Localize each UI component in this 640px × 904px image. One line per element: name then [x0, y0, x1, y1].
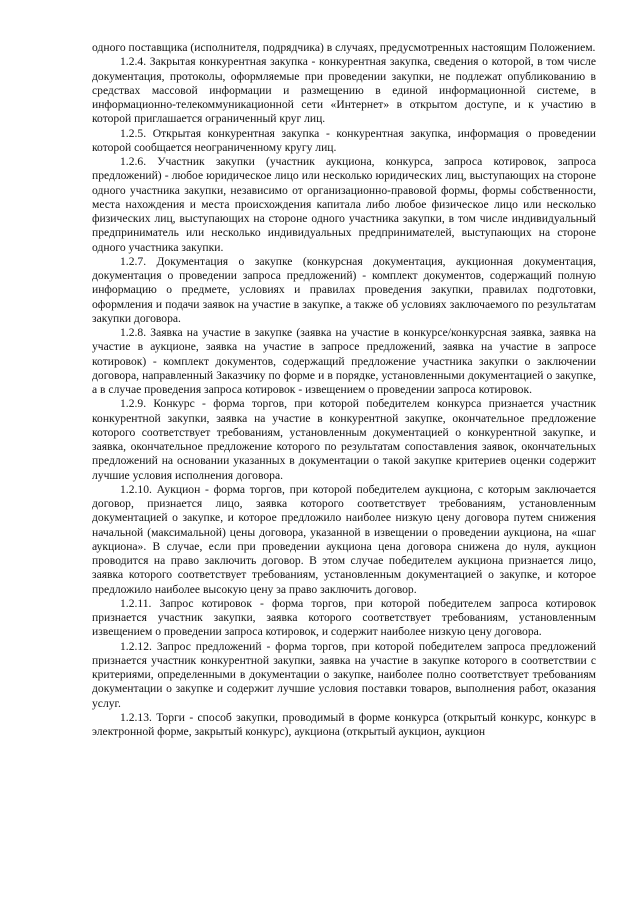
paragraph-1-2-6: 1.2.6. Участник закупки (участник аукциона, конкурса, запроса котировок, запроса предложений) - любое юридическое лицо или несколько юридических лиц, выступающих на стороне одного участника закупки, независимо от организационно-правовой формы, формы собственности, места нахождения и места происхождения капитала либо любое физическое лицо или несколько физических лиц, выступающих на стороне одного участника закупки, в том числе индивидуальный предприниматель или несколько индивидуальных предпринимателей, выступающих на стороне одного участника закупки.: [92, 155, 596, 254]
paragraph-continuation: одного поставщика (исполнителя, подрядчика) в случаях, предусмотренных настоящим Положением.: [92, 41, 596, 54]
document-page: [92, 41, 596, 739]
paragraph-1-2-10: 1.2.10. Аукцион - форма торгов, при которой победителем аукциона, с которым заключается договор, признается лицо, заявка которого соответствует требованиям, установленным документацией о закупке, и которое предложило наиболее низкую цену договора путем снижения начальной (максимальной) цены договора, указанной в извещении о проведении аукциона, на «шаг аукциона». В случае, если при проведении аукциона цена договора снижена до нуля, аукцион проводится на право заключить договор. В этом случае победителем аукциона признается лицо, заявка которого соответствует требованиям, установленным документацией о закупке, и которое предложило наиболее высокую цену за право заключить договор.: [92, 482, 596, 596]
paragraph-1-2-4: 1.2.4. Закрытая конкурентная закупка - конкурентная закупка, сведения о которой, в том числе документация, протоколы, оформляемые при проведении закупки, не подлежат опубликованию в средствах массовой информации и размещению в единой информационной системе, в информационно-телекоммуникационной сети «Интернет» в открытом доступе, и к участию в которой приглашается ограниченный круг лиц.: [92, 55, 596, 126]
paragraph-1-2-8: 1.2.8. Заявка на участие в закупке (заявка на участие в конкурсе/конкурсная заявка, заявка на участие в аукционе, заявка на участие в запросе предложений, заявка на участие в запросе котировок) - комплект документов, содержащий предложение участника закупки о заключении договора, направленный Заказчику по форме и в порядке, установленными документацией о закупке, а в случае проведения запроса котировок - извещением о проведении запроса котировок.: [92, 326, 596, 396]
paragraph-1-2-7: 1.2.7. Документация о закупке (конкурсная документация, аукционная документация, документация о проведении запроса предложений) - комплект документов, содержащий полную информацию о предмете, условиях и правилах проведения закупки, правилах подготовки, оформления и подачи заявок на участие в закупке, а также об условиях заключаемого по результатам закупки договора.: [92, 254, 596, 325]
paragraph-1-2-9: 1.2.9. Конкурс - форма торгов, при которой победителем конкурса признается участник конкурентной закупки, заявка на участие в конкурентной закупке, окончательное предложение которого соответствует требованиям, установленным документацией о конкурентной закупке, и заявка, окончательное предложение которого по результатам сопоставления заявок, окончательных предложений на основании указанных в документации о такой закупке критериев оценки содержит лучшие условия исполнения договора.: [92, 397, 596, 482]
paragraph-1-2-12: 1.2.12. Запрос предложений - форма торгов, при которой победителем запроса предложений признается участник конкурентной закупки, заявка на участие в закупке которого в соответствии с критериями, определенными в документации о закупке, наиболее полно соответствует требованиям документации о закупке и содержит лучшие условия поставки товаров, выполнения работ, оказания услуг.: [92, 639, 596, 710]
paragraph-1-2-11: 1.2.11. Запрос котировок - форма торгов, при которой победителем запроса котировок признается участник закупки, заявка которого соответствует требованиям, установленным извещением о проведении запроса котировок, и содержит наиболее низкую цену договора.: [92, 596, 596, 639]
paragraph-1-2-5: 1.2.5. Открытая конкурентная закупка - конкурентная закупка, информация о проведении которой сообщается неограниченному кругу лиц.: [92, 126, 596, 154]
paragraph-1-2-13: 1.2.13. Торги - способ закупки, проводимый в форме конкурса (открытый конкурс, конкурс в электронной форме, закрытый конкурс), аукциона (открытый аукцион, аукцион: [92, 710, 596, 738]
